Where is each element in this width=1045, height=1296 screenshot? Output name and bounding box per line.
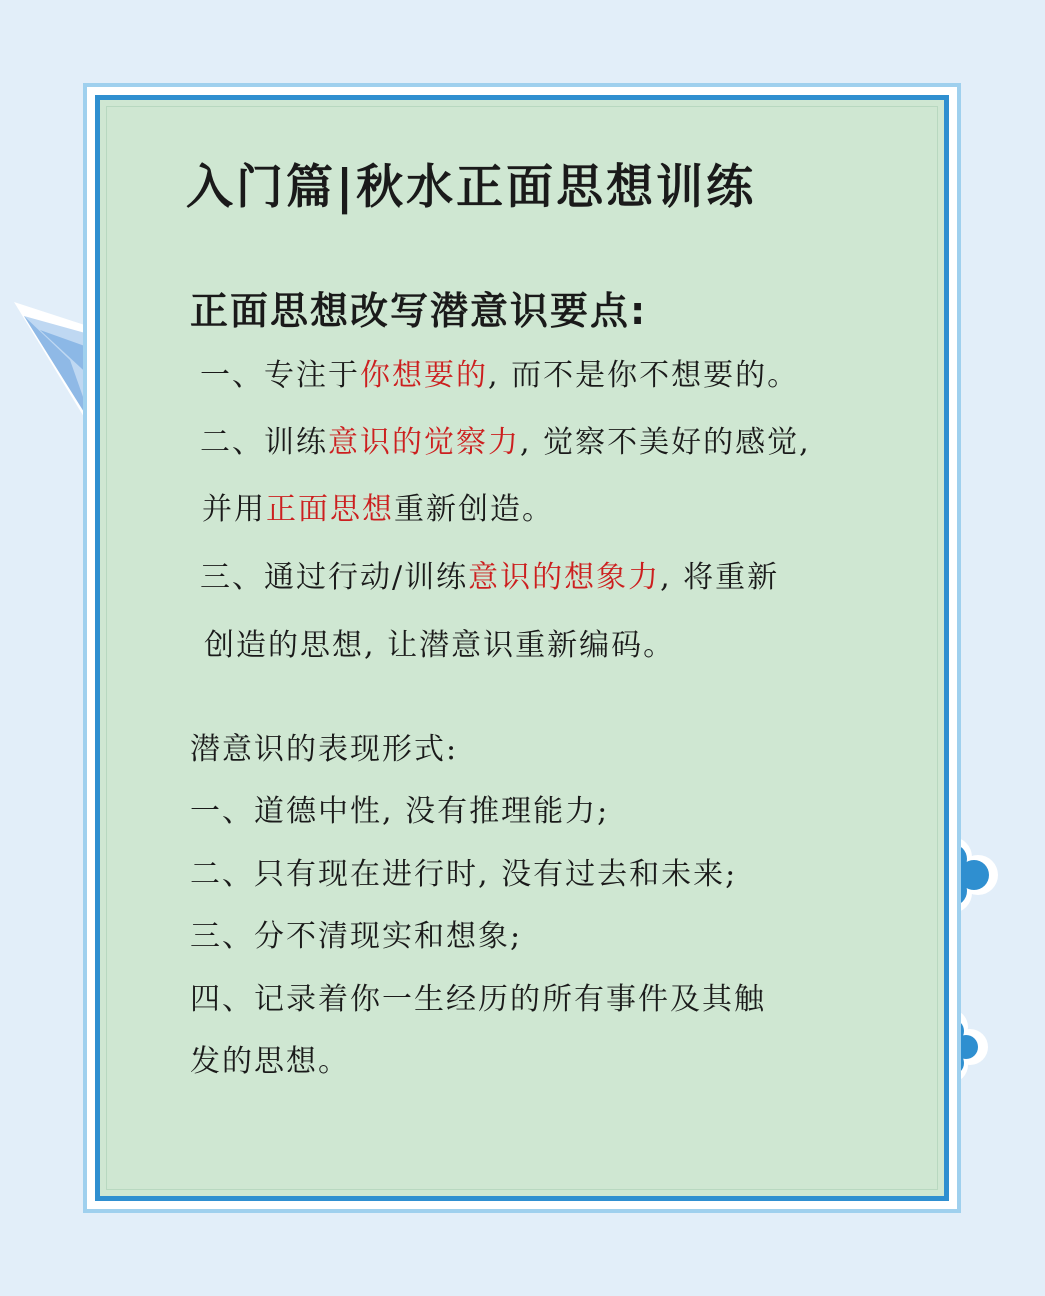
point-text: 三、通过行动/训练 (200, 560, 469, 595)
point-1 (200, 356, 799, 396)
point-2-continued (202, 490, 554, 530)
point-text: 重新创造。 (394, 492, 554, 527)
form-item: 三、分不清现实和想象; (190, 919, 523, 954)
form-item: 发的思想。 (190, 1044, 350, 1079)
point-text: , 觉察不美好的感觉, (520, 425, 811, 460)
point-3-continued: 创造的思想, 让潜意识重新编码。 (204, 628, 676, 663)
forms-heading: 潜意识的表现形式: (190, 732, 459, 767)
page-title: 入门篇|秋水正面思想训练 (186, 160, 757, 215)
form-item: 四、记录着你一生经历的所有事件及其触 (190, 982, 766, 1017)
point-text: , 将重新 (660, 560, 780, 595)
highlight-text: 正面思想 (266, 492, 394, 527)
point-3 (200, 558, 779, 598)
point-text: 并用 (202, 492, 266, 527)
point-text: , 而不是你不想要的。 (488, 358, 800, 393)
point-2 (200, 423, 811, 463)
form-item: 一、道德中性, 没有推理能力; (190, 794, 610, 829)
highlight-text: 你想要的 (360, 358, 488, 393)
form-item: 二、只有现在进行时, 没有过去和未来; (190, 857, 738, 892)
point-text: 一、专注于 (200, 358, 360, 393)
highlight-text: 意识的想象力 (468, 560, 661, 595)
point-text: 二、训练 (200, 425, 328, 460)
highlight-text: 意识的觉察力 (328, 425, 520, 460)
section-subtitle: 正面思想改写潜意识要点: (190, 289, 648, 333)
